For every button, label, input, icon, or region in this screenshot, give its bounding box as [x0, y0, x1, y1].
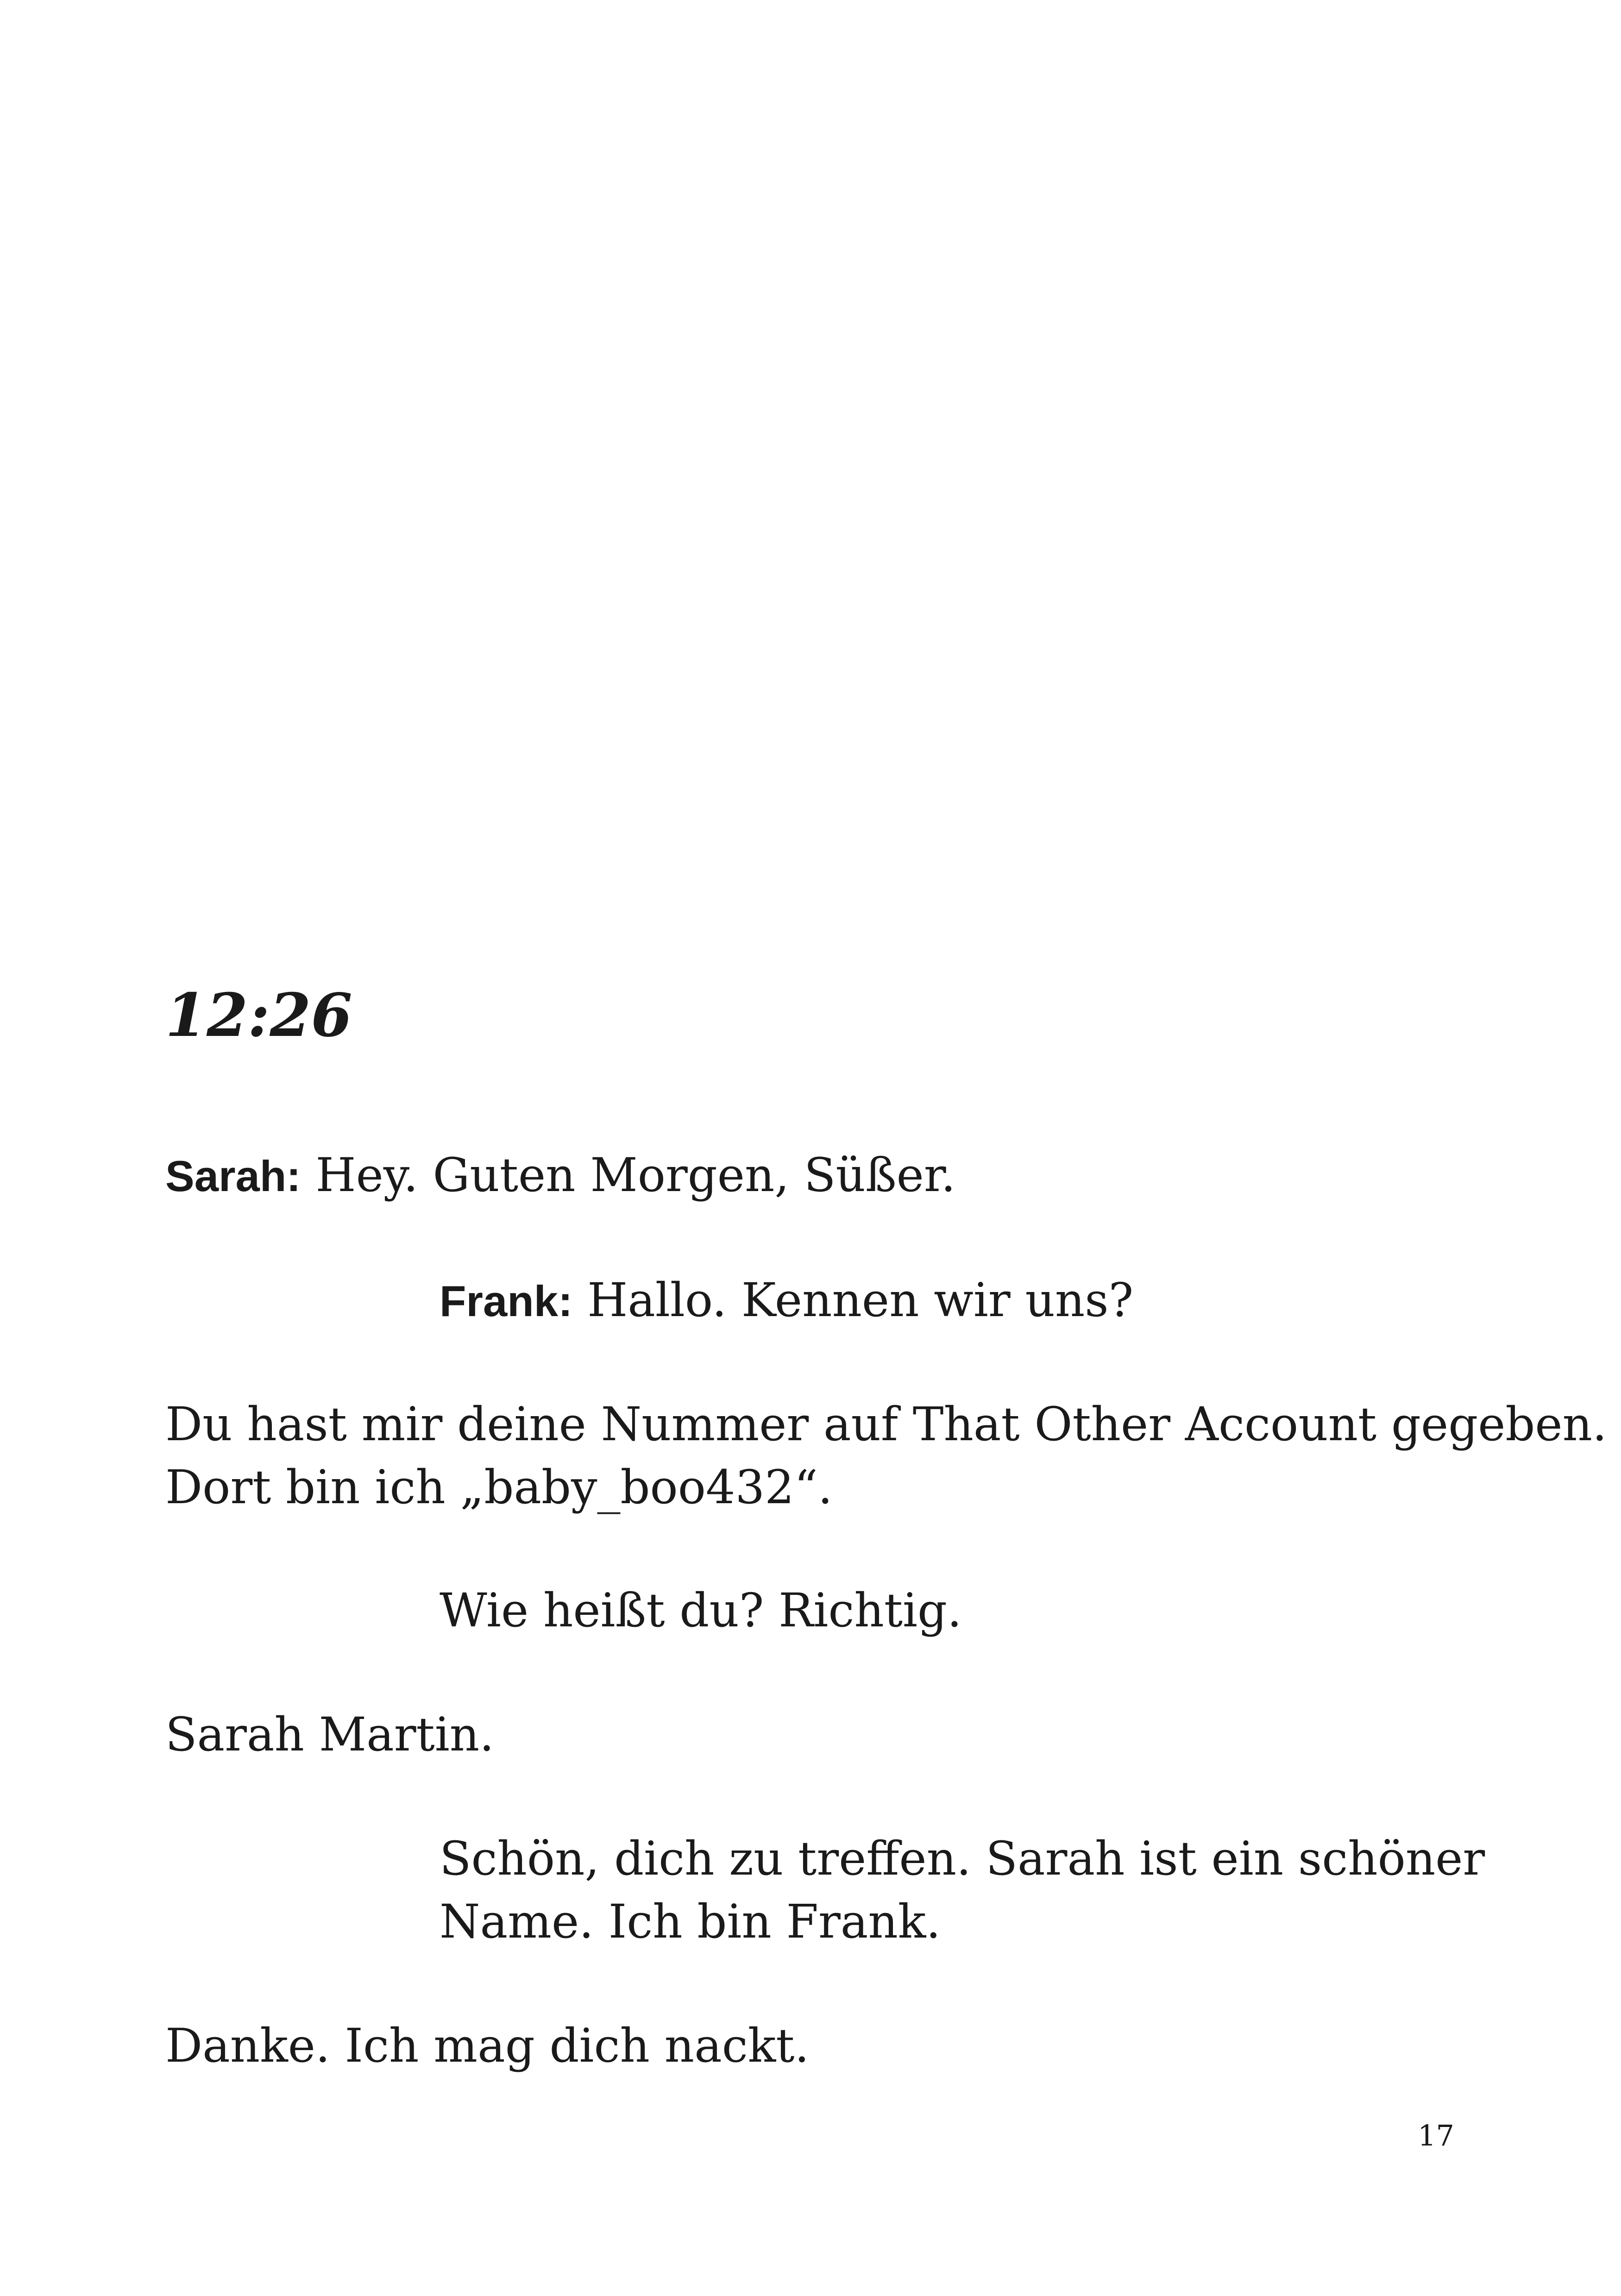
message-sarah-2	[165, 1393, 1607, 1519]
message-text: Hallo. Kennen wir uns?	[587, 1273, 1134, 1327]
message-line	[165, 1144, 955, 1208]
message-line: Danke. Ich mag dich nackt.	[165, 2019, 810, 2073]
message-frank-3	[440, 1827, 1485, 1953]
message-line: Du hast mir deine Nummer auf That Other Account gegeben.	[165, 1397, 1607, 1451]
speaker-label: Sarah:	[165, 1152, 301, 1200]
message-line: Sarah Martin.	[165, 1707, 494, 1762]
chat-timestamp: 12:26	[165, 981, 352, 1050]
speaker-label: Frank:	[440, 1277, 573, 1325]
message-line	[440, 1269, 1133, 1333]
message-line: Schön, dich zu treffen. Sarah ist ein schöner	[440, 1832, 1485, 1886]
message-sarah-1	[165, 1144, 955, 1208]
message-line: Name. Ich bin Frank.	[440, 1895, 941, 1949]
message-sarah-4	[165, 2014, 809, 2077]
message-sarah-3	[165, 1703, 494, 1766]
message-line: Wie heißt du? Richtig.	[440, 1583, 962, 1637]
message-line: Dort bin ich „baby_boo432“.	[165, 1460, 833, 1514]
message-frank-1	[440, 1269, 1133, 1333]
page-number: 17	[1418, 2119, 1454, 2152]
message-text: Hey. Guten Morgen, Süßer.	[315, 1148, 956, 1202]
message-frank-2	[440, 1579, 962, 1642]
